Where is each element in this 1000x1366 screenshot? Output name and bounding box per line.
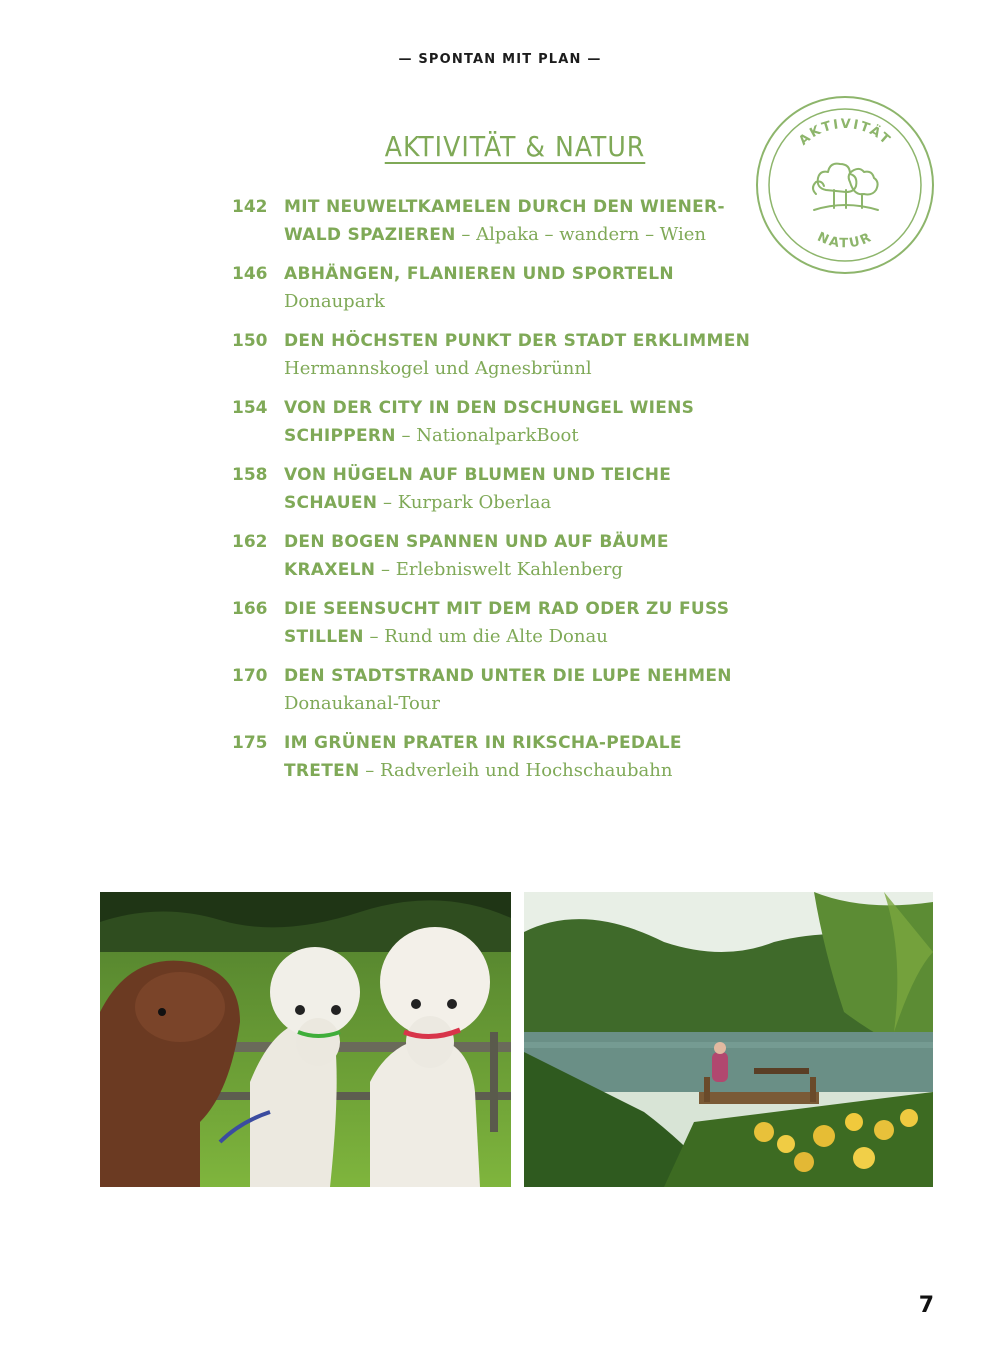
toc-separator: – <box>395 425 417 446</box>
toc-title-line1: MIT NEUWELTKAMELEN DURCH DEN WIENER- <box>284 197 725 217</box>
alpacas-photo <box>100 892 511 1187</box>
toc-entry[interactable] <box>232 261 792 328</box>
toc-title-line1: DEN BOGEN SPANNEN UND AUF BÄUME <box>284 532 669 552</box>
toc-entry[interactable] <box>232 596 792 663</box>
toc-page-number: 158 <box>232 465 268 485</box>
toc-entry[interactable] <box>232 395 792 462</box>
toc-page-number: 170 <box>232 666 268 686</box>
toc-separator: – <box>455 224 477 245</box>
toc-entry[interactable] <box>232 730 792 797</box>
toc-page-number: 150 <box>232 331 268 351</box>
svg-text:NATUR <box>815 230 875 252</box>
stamp-top-text: AKTIVITÄT <box>796 116 894 149</box>
section-title: AKTIVITÄT & NATUR <box>384 130 646 163</box>
toc-page-number: 175 <box>232 733 268 753</box>
toc-title-line1: DEN STADTSTRAND UNTER DIE LUPE NEHMEN <box>284 666 732 686</box>
toc-subtitle: Erlebniswelt Kahlenberg <box>395 559 623 580</box>
toc-entry[interactable] <box>232 462 792 529</box>
toc-subtitle: Donaukanal-Tour <box>284 693 440 714</box>
table-of-contents <box>232 194 792 797</box>
toc-title-line1: IM GRÜNEN PRATER IN RIKSCHA-PEDALE <box>284 733 682 753</box>
toc-subtitle: Alpaka – wandern – Wien <box>476 224 706 245</box>
toc-title-line1: VON DER CITY IN DEN DSCHUNGEL WIENS <box>284 398 695 418</box>
toc-separator: – <box>363 626 385 647</box>
toc-page-number: 154 <box>232 398 268 418</box>
toc-separator: – <box>359 760 380 781</box>
toc-entry[interactable] <box>232 663 792 730</box>
toc-title-line1: ABHÄNGEN, FLANIEREN UND SPORTELN <box>284 264 674 284</box>
svg-text:AKTIVITÄT <box>796 117 894 149</box>
toc-subtitle: Radverleih und Hochschaubahn <box>380 760 673 781</box>
page-number: 7 <box>918 1293 934 1318</box>
toc-title-line2: SCHIPPERN <box>284 426 396 446</box>
toc-entry[interactable] <box>232 529 792 596</box>
toc-entry[interactable] <box>232 328 792 395</box>
pond-photo <box>524 892 933 1187</box>
toc-page-number: 142 <box>232 197 268 217</box>
toc-title-line1: DEN HÖCHSTEN PUNKT DER STADT ERKLIMMEN <box>284 331 751 351</box>
stamp-bottom-text: NATUR <box>814 229 876 252</box>
toc-page-number: 162 <box>232 532 268 552</box>
toc-subtitle: NationalparkBoot <box>416 425 579 446</box>
toc-separator: – <box>377 492 398 513</box>
toc-title-line1: VON HÜGELN AUF BLUMEN UND TEICHE <box>284 465 672 485</box>
running-head: — SPONTAN MIT PLAN — <box>398 52 602 67</box>
toc-subtitle: Kurpark Oberlaa <box>397 492 552 513</box>
toc-page-number: 166 <box>232 599 268 619</box>
toc-title-line1: DIE SEENSUCHT MIT DEM RAD ODER ZU FUSS <box>284 599 730 619</box>
toc-subtitle: Donaupark <box>284 291 385 312</box>
toc-title-line2: WALD SPAZIEREN <box>284 225 456 245</box>
toc-subtitle: Hermannskogel und Agnesbrünnl <box>284 358 592 379</box>
toc-page-number: 146 <box>232 264 268 284</box>
toc-entry[interactable] <box>232 194 792 261</box>
toc-title-line2: STILLEN <box>284 627 364 647</box>
toc-title-line2: TRETEN <box>284 761 360 781</box>
toc-title-line2: KRAXELN <box>284 560 376 580</box>
toc-subtitle: Rund um die Alte Donau <box>384 626 608 647</box>
toc-separator: – <box>375 559 396 580</box>
toc-title-line2: SCHAUEN <box>284 493 378 513</box>
trees-icon <box>813 164 878 210</box>
